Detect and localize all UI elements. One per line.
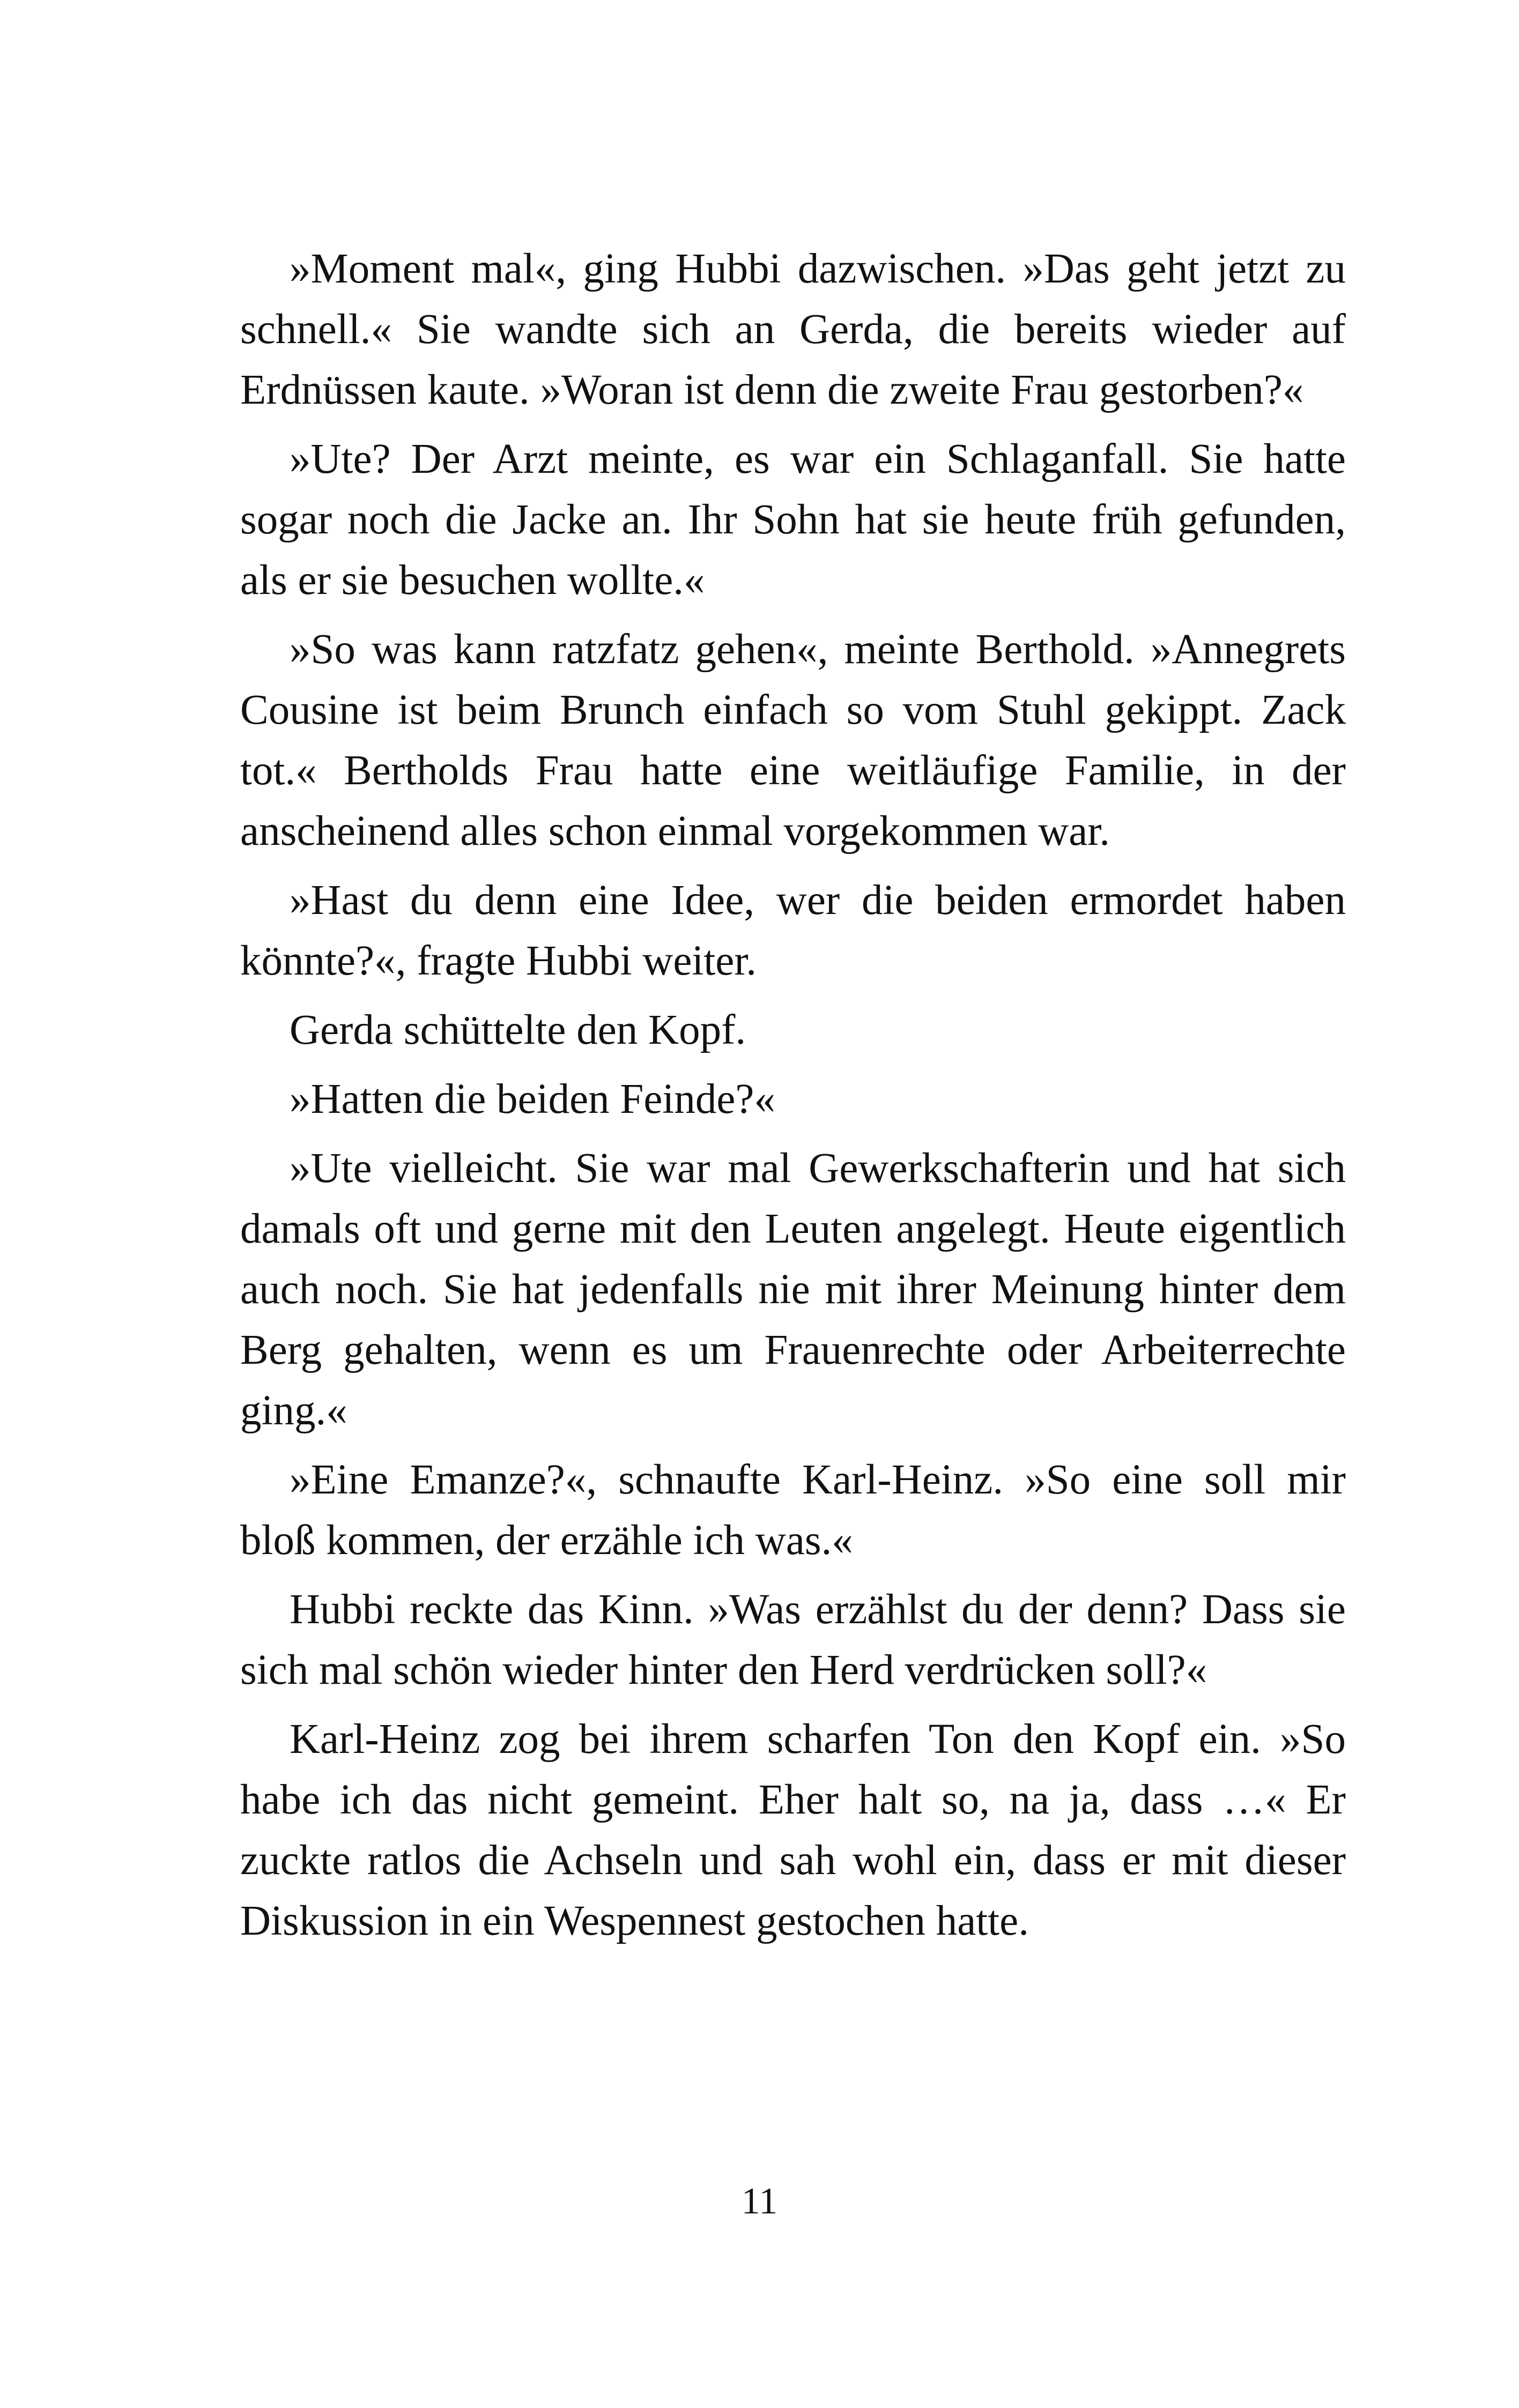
paragraph: »Ute vielleicht. Sie war mal Gewerkschafterin und hat sich damals oft und gerne mit den Leuten angelegt. Heute eigentlich auch noch. Sie hat jedenfalls nie mit ihrer Meinung hinter dem Berg gehalten, wenn es um Frauenrechte oder Arbeiterrechte ging.« [240, 1145, 1346, 1434]
paragraph: »Eine Emanze?«, schnaufte Karl-Heinz. »So eine soll mir bloß kommen, der erzähle ich was.« [240, 1456, 1346, 1564]
paragraph: Hubbi reckte das Kinn. »Was erzählst du der denn? Dass sie sich mal schön wieder hinter den Herd verdrücken soll?« [240, 1586, 1346, 1693]
paragraph: »Ute? Der Arzt meinte, es war ein Schlaganfall. Sie hatte sogar noch die Jacke an. Ihr Sohn hat sie heute früh gefunden, als er sie besuchen wollte.« [240, 436, 1346, 604]
paragraph: »Moment mal«, ging Hubbi dazwischen. »Das geht jetzt zu schnell.« Sie wandte sich an Gerda, die bereits wieder auf Erdnüssen kaute. »Woran ist denn die zweite Frau gestorben?« [240, 246, 1346, 413]
paragraph: Karl-Heinz zog bei ihrem scharfen Ton den Kopf ein. »So habe ich das nicht gemeint. Eher halt so, na ja, dass …« Er zuckte ratlos die Achseln und sah wohl ein, dass er mit dieser Diskussion in ein Wespennest gestochen hatte. [240, 1716, 1346, 1944]
paragraph: »Hatten die beiden Feinde?« [290, 1076, 775, 1123]
paragraph: Gerda schüttelte den Kopf. [290, 1007, 746, 1053]
paragraph: »Hast du denn eine Idee, wer die beiden ermordet haben könnte?«, fragte Hubbi weiter. [240, 877, 1346, 984]
body-text [240, 239, 1346, 1960]
paragraph: »So was kann ratzfatz gehen«, meinte Berthold. »Annegrets Cousine ist beim Brunch einfach so vom Stuhl gekippt. Zack tot.« Bertholds Frau hatte eine weitläufige Familie, in der anscheinend alles schon einmal vorgekommen war. [240, 626, 1346, 854]
page-number: 11 [741, 2181, 778, 2222]
